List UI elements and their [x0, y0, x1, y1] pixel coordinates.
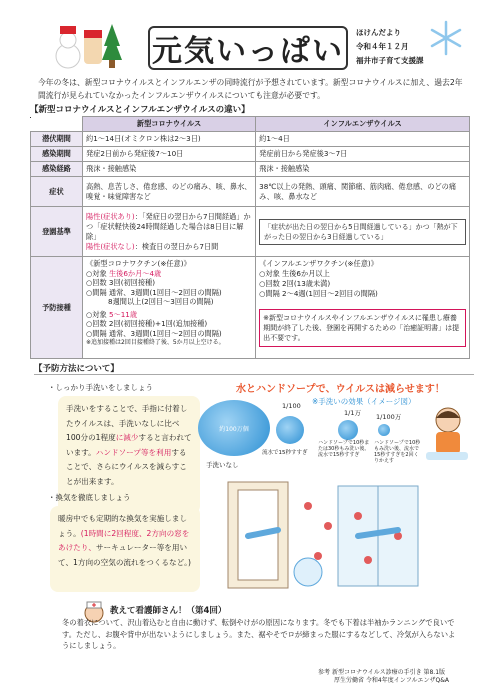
table-cell — [83, 257, 256, 359]
ratio-label: 1/1万 — [344, 409, 361, 417]
tips-body: 冬の着衣について、沢山着込むと自由に動けず、転倒やけがの原因になります。冬でも下着は半袖かランニングで良いです。ただし、お腹や背中が出ないようにしましょう。また、裾やそでロが締まった服にするなどして、冷気が入らないようにしましょう。 — [62, 618, 456, 650]
target-age: 5～11歳 — [108, 309, 138, 319]
tips-heading: 教えて看護師さん！（第4回） — [110, 606, 227, 616]
effect-caption: ハンドソープで10秒または30秒もみ洗い後、流水で15秒すすぎ — [318, 440, 370, 458]
row-header: 感染経路 — [31, 162, 83, 177]
effect-caption: 流水で15秒すすぎ — [262, 450, 308, 456]
table-cell: 約1～4日 — [256, 132, 470, 147]
target-prefix: ○対象 — [86, 309, 107, 319]
snowman-illustration — [54, 20, 124, 74]
target-age: 生後6か月～4歳 — [108, 268, 162, 278]
row-header: 登園基準 — [31, 207, 83, 257]
column-header: 新型コロナウイルス — [83, 117, 256, 132]
virus-circle-large: 約100万個 — [198, 400, 270, 456]
row-header: 症状 — [31, 177, 83, 207]
reference-block — [318, 669, 449, 685]
comparison-heading: 【新型コロナウイルスとインフルエンザウイルスの違い】 — [30, 103, 470, 118]
asymptomatic-text: ：検査日の翌日から7日間 — [134, 241, 219, 251]
asymptomatic-label: 陽性(症状なし) — [86, 241, 135, 251]
handwash-highlight: ハンドソープ等を利用 — [95, 447, 172, 457]
table-row — [31, 147, 470, 162]
ventilation-subheading: ・換気を徹底しましょう — [48, 493, 131, 502]
ventilation-text-box — [50, 506, 200, 592]
handwash-text: 手洗いをすることで、手指に付着したウイルスは、手洗いなしに比べ100分の1程度 — [66, 404, 188, 442]
target-prefix: ○対象 — [86, 268, 107, 278]
virus-circle-tiny — [378, 424, 390, 436]
covid-vaccine-title: 《新型コロナワクチン(※任意)》 — [86, 259, 191, 268]
issuer-line: ほけんだより — [356, 28, 401, 37]
table-row — [31, 257, 470, 359]
table-header-row — [31, 117, 470, 132]
ratio-label: 1/100 — [282, 402, 301, 410]
reference-line: 新型コロナウイルス診療の手引き 第8.1版 — [331, 669, 446, 676]
vaccine-line: ○間隔 通常、3週間(1回目～2回目の間隔) — [86, 287, 222, 297]
issuer-block — [356, 26, 424, 68]
vaccine-line: 8週間以上(2回目～3回目の間隔) — [108, 297, 214, 306]
intro-paragraph: 今年の冬は、新型コロナウイルスとインフルエンザの同時流行が予想されています。新型コロナウイルスに加え、過去2年間流行が見られていなかったインフルエンザウイルスについても注意が必要です。 — [38, 78, 463, 100]
issuer-line: 福井市子育て支援課 — [356, 56, 424, 65]
table-row — [31, 132, 470, 147]
vaccine-line: ○回数 3回(初回接種) — [86, 278, 156, 287]
handwash-text: することで、さらにウイルスを減らすことが出来ます。 — [66, 447, 187, 486]
newsletter-title: 元気いっぱい — [148, 26, 348, 70]
flu-attendance-box: 「症状が出た日の翌日から5日間経過している」かつ「熱が下がった日の翌日から3日経過している」 — [259, 219, 466, 245]
effect-title: ※手洗いの効果（イメージ図） — [312, 397, 416, 406]
flu-vaccine-title: 《インフルエンザワクチン(※任意)》 — [259, 259, 378, 268]
column-header: インフルエンザウイルス — [256, 117, 470, 132]
ratio-label: 1/100万 — [376, 413, 402, 421]
divider — [34, 374, 474, 375]
table-cell — [256, 207, 470, 257]
table-cell — [256, 257, 470, 359]
effect-caption: 手洗いなし — [206, 461, 239, 469]
reference-line: 厚生労働省 令和4年度インフルエンザQ&A — [334, 677, 449, 684]
row-header: 感染期間 — [31, 147, 83, 162]
table-cell — [83, 207, 256, 257]
vaccine-line: ○間隔 通常、3週間(1回目～2回目の間隔) — [86, 328, 222, 338]
table-cell: 飛沫・接触感染 — [256, 162, 470, 177]
table-cell: 38℃以上の発熱、頭痛、関節痛、筋肉痛、倦怠感、のどの痛み、咳、鼻水など — [256, 177, 470, 207]
table-cell: 発症2日前から発症後7～10日 — [83, 147, 256, 162]
snowflake-icon — [428, 20, 464, 56]
virus-circle-medium — [276, 416, 304, 444]
ventilation-highlight: (1時間に2回程度、2方向の窓をあけたり、 — [58, 528, 190, 552]
ventilation-text: サーキュレーター等を用いて、1方向の空気の流れをつくるなど。) — [58, 543, 191, 567]
positive-text: ：「発症日の翌日から7日間経過」かつ「症状軽快後24時間経過した場合は8日目に解除」 — [86, 211, 251, 241]
table-row — [31, 207, 470, 257]
vaccine-line: ○間隔 2～4週(1回目～2回目の間隔) — [259, 289, 378, 298]
issuer-line: 令和４年１２月 — [356, 42, 409, 51]
table-cell: 高熱、息苦しさ、倦怠感、のどの痛み、咳、鼻水、嗅覚・味覚障害など — [83, 177, 256, 207]
comparison-table — [30, 116, 470, 359]
ventilation-illustration — [208, 476, 438, 592]
table-cell: 飛沫・接触感染 — [83, 162, 256, 177]
vaccine-line: ○回数 2回(初回接種)+1回(追加接種) — [86, 319, 208, 328]
handwashing-child-illustration — [424, 404, 470, 464]
table-row — [31, 177, 470, 207]
row-header: 予防接種 — [31, 257, 83, 359]
vaccine-line: ○回数 2回(13歳未満) — [259, 279, 331, 288]
vaccine-line: ○対象 生後6か月以上 — [259, 269, 330, 278]
certificate-note: ※新型コロナウイルスやインフルエンザウイルスに罹患し療養期間が終了した後、登園を再開するための「治癒証明書」は提出不要です。 — [259, 309, 466, 347]
reference-label: 参考 — [318, 669, 331, 676]
positive-label: 陽性(症状あり) — [86, 211, 135, 221]
vaccine-note: ※追加接種は2回目接種終了後、5か月以上空ける。 — [86, 339, 225, 346]
slogan: 水とハンドソープで、ウイルスは減らせます！ — [236, 384, 445, 395]
handwash-subheading: ・しっかり手洗いをしましょう — [48, 383, 153, 392]
table-row — [31, 162, 470, 177]
row-header: 潜伏期間 — [31, 132, 83, 147]
handwash-highlight: に減少 — [115, 433, 139, 442]
virus-circle-small — [338, 420, 358, 440]
table-cell: 約1～14日(オミクロン株は2～3日) — [83, 132, 256, 147]
prevention-heading: 【予防方法について】 — [34, 364, 119, 374]
handwash-text: すると言われています。 — [66, 433, 192, 457]
effect-caption: ハンドソープで10秒もみ洗い後、流水で15秒すすぎを2回くりかえす — [374, 440, 421, 464]
table-cell: 発症前日から発症後3～7日 — [256, 147, 470, 162]
ventilation-text: 暖房中でも定期的な換気を実施しましょう。 — [58, 514, 188, 538]
